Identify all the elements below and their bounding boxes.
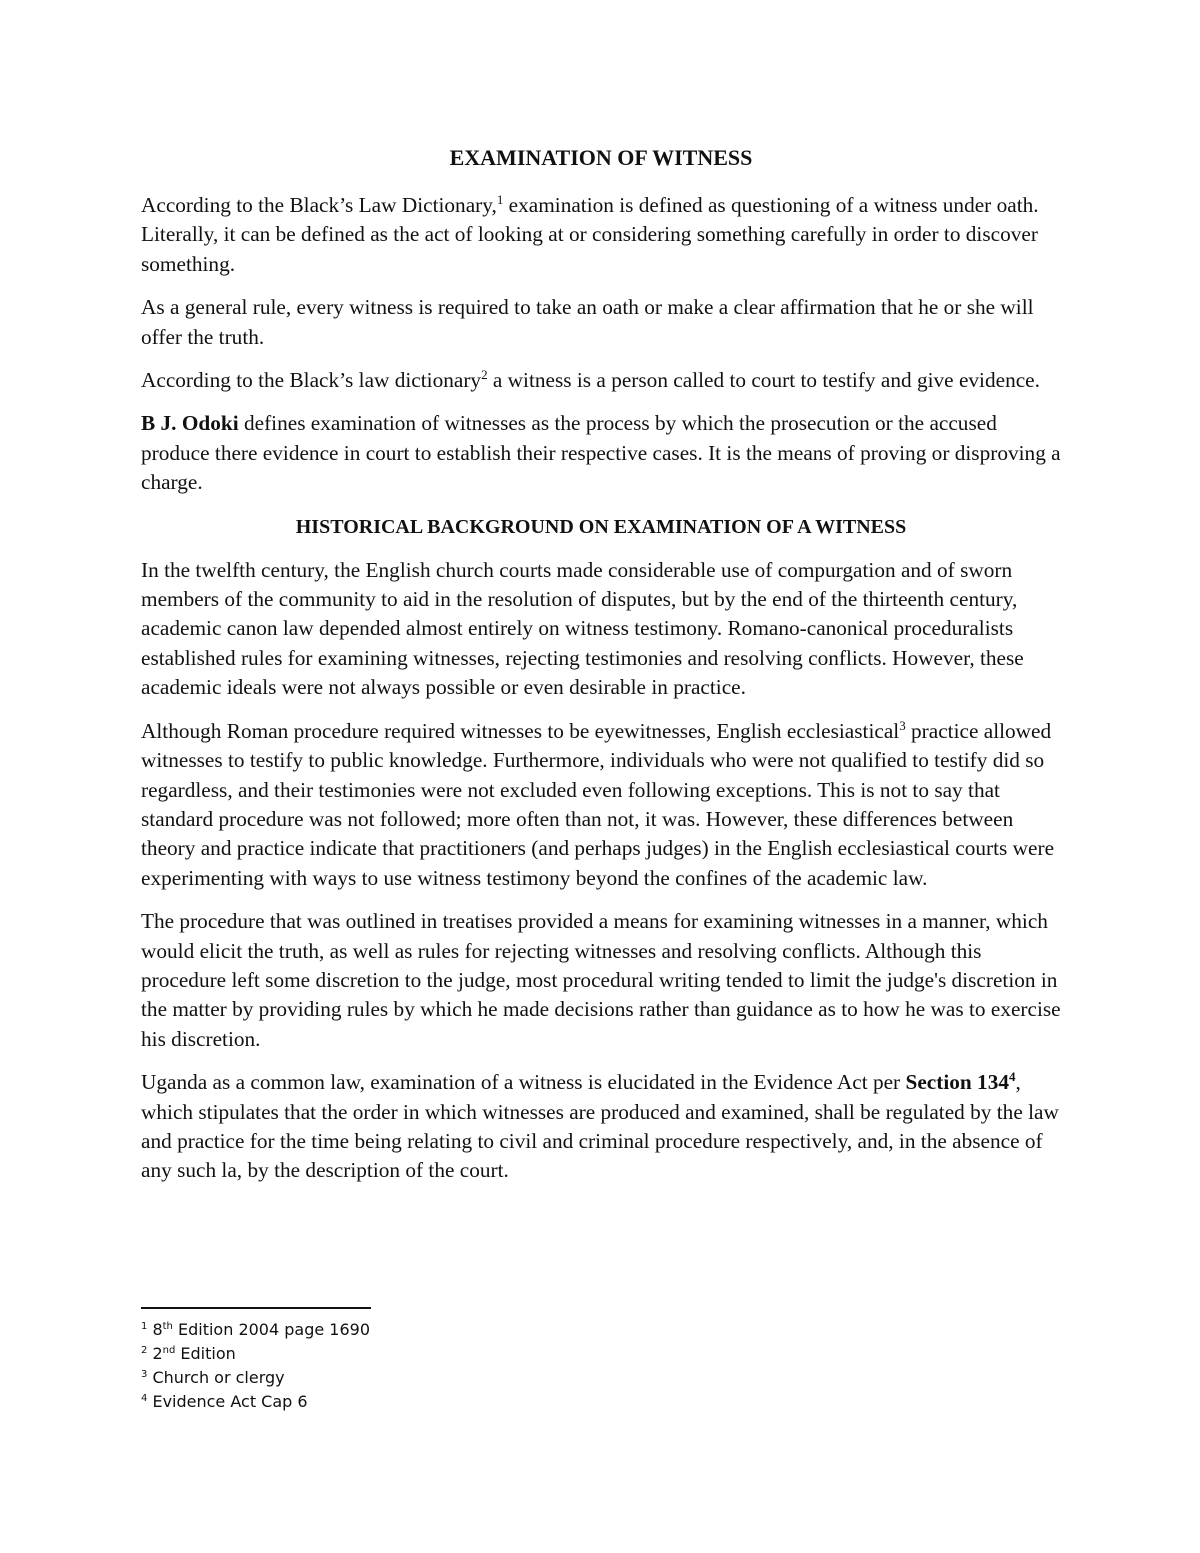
paragraph-definition-examination: According to the Black’s Law Dictionary,$^1$ examination is defined as questioning of a witness under oath. Literally, it can be defined as the act of looking at or considering something carefully in order to discover something. — [141, 192, 1039, 276]
footnote-ref-1[interactable]: 1 — [496, 192, 504, 207]
footnote-3: $^3$ Church or clergy — [141, 1368, 285, 1387]
paragraph-uganda: Uganda as a common law, examination of a witness is elucidated in the Evidence Act per Section $134^4$, which stipulates that the order in which witnesses are produced and examined, shall be regulated by the law and practice for the time being relating to civil and criminal procedure respectively, and, in the absence of any such la, by the description of the court. — [141, 1069, 1059, 1183]
section-heading-history: HISTORICAL BACKGROUND ON EXAMINATION OF A WITNESS — [295, 515, 907, 538]
paragraph-definition-witness: According to the Black’s law dictionary$^2$ a witness is a person called to court to testify and give evidence. — [141, 367, 1040, 393]
paragraph-treatises: The procedure that was outlined in treatises provided a means for examining witnesses in a manner, which would elicit the truth, as well as rules for rejecting witnesses and resolving conflicts. Although this procedure left some discretion to the judge, most procedural writing tended to limit the judge's discretion in the matter by providing rules by which he made decisions rather than guidance as to how he was to exercise his discretion. — [141, 909, 1061, 1051]
footnote-separator — [141, 1307, 371, 1309]
odoki-name: B J. Odoki — [141, 411, 239, 436]
paragraph-general-rule: As a general rule, every witness is required to take an oath or make a clear affirmation that he or she will offer the truth. — [141, 295, 1034, 349]
paragraph-odoki: B J. Odoki defines examination of witnesses as the process by which the prosecution or the accused produce there evidence in court to establish their respective cases. It is the means of proving or disproving a charge. — [141, 411, 1061, 495]
footnote-ref-4[interactable]: 4 — [1009, 1069, 1016, 1085]
footnote-ref-2[interactable]: 2 — [481, 367, 488, 383]
footnotes — [141, 1318, 741, 1414]
section-134-label: Section 134 — [905, 1070, 1010, 1095]
document-body — [141, 143, 1061, 1200]
footnote-4: $^4$ Evidence Act Cap 6 — [141, 1392, 308, 1411]
document-title: EXAMINATION OF WITNESS — [449, 145, 753, 170]
footnote-1: $^1$ 8th Edition 2004 page 1690 — [141, 1320, 371, 1339]
paragraph-roman-procedure: Although Roman procedure required witnesses to be eyewitnesses, English ecclesiastical$^3$ practice allowed witnesses to testify to public knowledge. Furthermore, individuals who were not qualified to testify did so regardless, and their testimonies were not excluded even following exceptions. This is not to say that standard procedure was not followed; more often than not, it was. However, these differences between theory and practice indicate that practitioners (and perhaps judges) in the English ecclesiastical courts were experimenting with ways to use witness testimony beyond the confines of the academic law. — [141, 717, 1055, 890]
footnote-ref-3[interactable]: 3 — [899, 717, 906, 733]
footnote-2: $^2$ 2nd Edition — [141, 1344, 236, 1363]
paragraph-twelfth-century: In the twelfth century, the English church courts made considerable use of compurgation and of sworn members of the community to aid in the resolution of disputes, but by the end of the thirteenth century, academic canon law depended almost entirely on witness testimony. Romano-canonical proceduralists established rules for examining witnesses, rejecting testimonies and resolving conflicts. However, these academic ideals were not always possible or even desirable in practice. — [141, 557, 1024, 700]
